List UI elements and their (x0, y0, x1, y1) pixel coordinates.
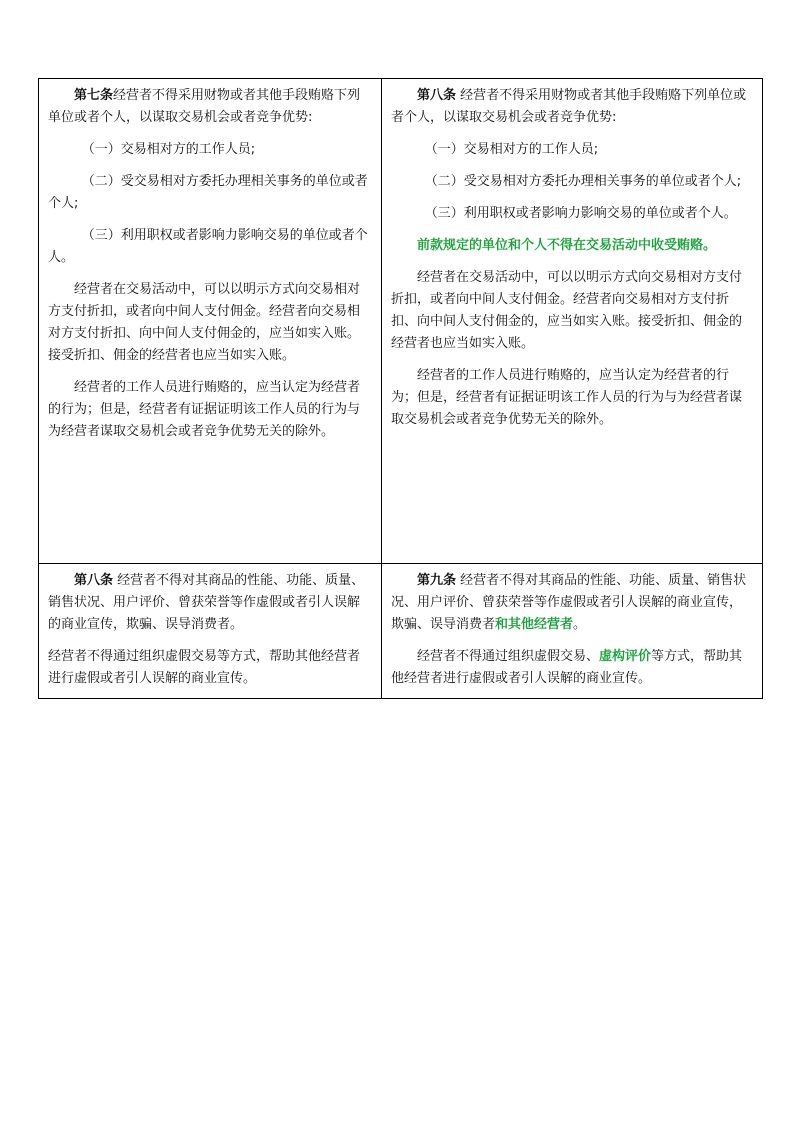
article-number: 第七条 (74, 88, 114, 103)
old-article-7-heading (48, 85, 372, 129)
list-item: （三）利用职权或者影响力影响交易的单位或者个人。 (424, 206, 737, 221)
paragraph: 经营者的工作人员进行贿赂的，应当认定为经营者的行为；但是，经营者有证据证明该工作人员的行为与为经营者谋取交易机会或者竞争优势无关的除外。 (48, 380, 361, 439)
article-text: 经营者不得对其商品的性能、功能、质量、销售状况、用户评价、曾获荣誉等作虚假或者引人误解的商业宣传，欺骗、误导消费者。 (48, 573, 365, 632)
list-item: （二）受交易相对方委托办理相关事务的单位或者个人; (424, 174, 742, 189)
article-number: 第八条 (74, 573, 114, 588)
list-item: （二）受交易相对方委托办理相关事务的单位或者个人; (48, 174, 368, 211)
list-item: （一）交易相对方的工作人员; (424, 142, 599, 157)
article-text-end: 。 (573, 617, 587, 632)
paragraph: 经营者在交易活动中，可以以明示方式向交易相对方支付折扣，或者向中间人支付佣金。经营者向交易相对方支付折扣、向中间人支付佣金的，应当如实入账。接受折扣、佣金的经营者也应当如实入账。 (391, 270, 743, 351)
table-row (39, 79, 763, 564)
article-text: 经营者不得采用财物或者其他手段贿赂下列单位或者个人，以谋取交易机会或者竞争优势: (391, 88, 747, 125)
paragraph (391, 646, 753, 690)
paragraph: 经营者不得通过组织虚假交易等方式，帮助其他经营者进行虚假或者引人误解的商业宣传。 (48, 649, 361, 686)
paragraph: 经营者在交易活动中，可以以明示方式向交易相对方支付折扣，或者向中间人支付佣金。经营者向交易相对方支付折扣、向中间人支付佣金的，应当如实入账。接受折扣、佣金的经营者也应当如实入账。 (48, 282, 361, 363)
article-number: 第八条 (417, 88, 457, 103)
old-article-8-heading (48, 570, 372, 636)
list-item: （三）利用职权或者影响力影响交易的单位或者个人。 (48, 228, 368, 265)
paragraph-text: 经营者不得通过组织虚假交易、 (417, 649, 600, 664)
article-number: 第九条 (417, 573, 457, 588)
new-article-9-cell (382, 564, 763, 699)
paragraph-text: 等方式，帮助其他经营者进行虚假或者引人误解的商业宣传。 (391, 649, 743, 686)
new-article-8-heading (391, 85, 753, 129)
list-item: （一）交易相对方的工作人员; (81, 142, 256, 157)
article-text: 经营者不得对其商品的性能、功能、质量、销售状况、用户评价、曾获荣誉等作虚假或者引人误解的商业宣传，欺骗、误导消费者 (391, 573, 747, 632)
new-article-9-heading (391, 570, 753, 636)
old-article-8-cell (39, 564, 382, 699)
added-text: 前款规定的单位和个人不得在交易活动中收受贿赂。 (417, 238, 717, 253)
comparison-table (38, 78, 763, 699)
old-article-7-cell (39, 79, 382, 564)
article-text: 经营者不得采用财物或者其他手段贿赂下列单位或者个人，以谋取交易机会或者竞争优势: (48, 88, 361, 125)
paragraph: 经营者的工作人员进行贿赂的，应当认定为经营者的行为；但是，经营者有证据证明该工作人员的行为与为经营者谋取交易机会或者竞争优势无关的除外。 (391, 368, 743, 427)
added-paragraph (391, 235, 753, 257)
table-row (39, 564, 763, 699)
new-article-8-cell (382, 79, 763, 564)
added-text: 虚构评价 (599, 649, 652, 664)
added-text: 和其他经营者 (495, 617, 574, 632)
